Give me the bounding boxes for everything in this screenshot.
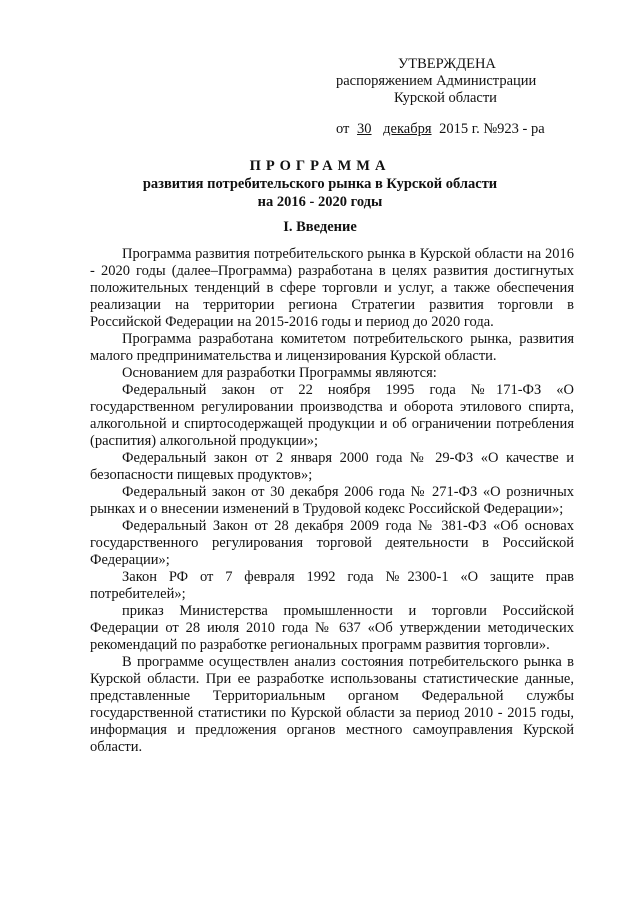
program-heading: ПРОГРАММА	[249, 158, 391, 174]
program-period: на 2016 - 2020 годы	[257, 194, 383, 210]
paragraph: Основанием для разработки Программы являются:	[122, 365, 437, 381]
paragraph: Федеральный закон от 22 ноября 1995 года №171-ФЗ «О государственном регулировании производства и оборота этилового спирта, алкогольной и спиртосодержащей продукции и об ограничении потребления (распития) алкогольной продукции»;	[90, 382, 574, 449]
approval-date-prefix: от	[336, 121, 350, 137]
approval-title: УТВЕРЖДЕНА	[398, 56, 496, 72]
paragraph: приказ Министерства промышленности и торговли Российской Федерации от 28 июля 2010 года № 637 «Об утверждении методических рекомендаций по разработке региональных программ развития торговли».	[90, 603, 574, 653]
program-subtitle: развития потребительского рынка в Курской области	[142, 176, 498, 192]
approval-month: декабря	[383, 121, 432, 137]
paragraph: Закон РФ от 7 февраля 1992 года №2300-1 «О защите прав потребителей»;	[90, 569, 574, 602]
approval-day: 30	[357, 121, 372, 137]
approval-number: №923 - ра	[483, 121, 545, 137]
approval-stamp	[336, 56, 606, 138]
approval-authority: распоряжением Администрации	[336, 73, 537, 89]
approval-region: Курской области	[394, 90, 497, 106]
paragraph: Федеральный Закон от 28 декабря 2009 года № 381-ФЗ «Об основах государственного регулирования торговой деятельности в Российской Федерации»;	[90, 518, 574, 568]
paragraph: В программе осуществлен анализ состояния потребительского рынка в Курской области. При ее разработке использованы статистические данные, представленные Территориальным органом Федеральной службы государственной статистики по Курской области за период 2010 - 2015 годы, информация и предложения органов местного самоуправления Курской области.	[90, 654, 574, 755]
paragraph: Программа развития потребительского рынка в Курской области на 2016 - 2020 годы (далее–Программа) разработана в целях развития достигнутых положительных тенденций в сфере торговли и услуг, а также обеспечения реализации на территории региона Стратегии развития торговли в Российской Федерации на 2015-2016 годы и период до 2020 года.	[90, 246, 574, 330]
section-heading: I. Введение	[283, 219, 357, 235]
approval-date-line	[336, 121, 606, 138]
approval-year: 2015 г.	[439, 121, 480, 137]
paragraph: Федеральный закон от 2 января 2000 года № 29-ФЗ «О качестве и безопасности пищевых продуктов»;	[90, 450, 574, 483]
paragraph: Федеральный закон от 30 декабря 2006 года № 271-ФЗ «О розничных рынках и о внесении изменений в Трудовой кодекс Российской Федерации»;	[90, 484, 574, 517]
document-body	[90, 246, 574, 756]
paragraph: Программа разработана комитетом потребительского рынка, развития малого предпринимательства и лицензирования Курской области.	[90, 331, 574, 364]
